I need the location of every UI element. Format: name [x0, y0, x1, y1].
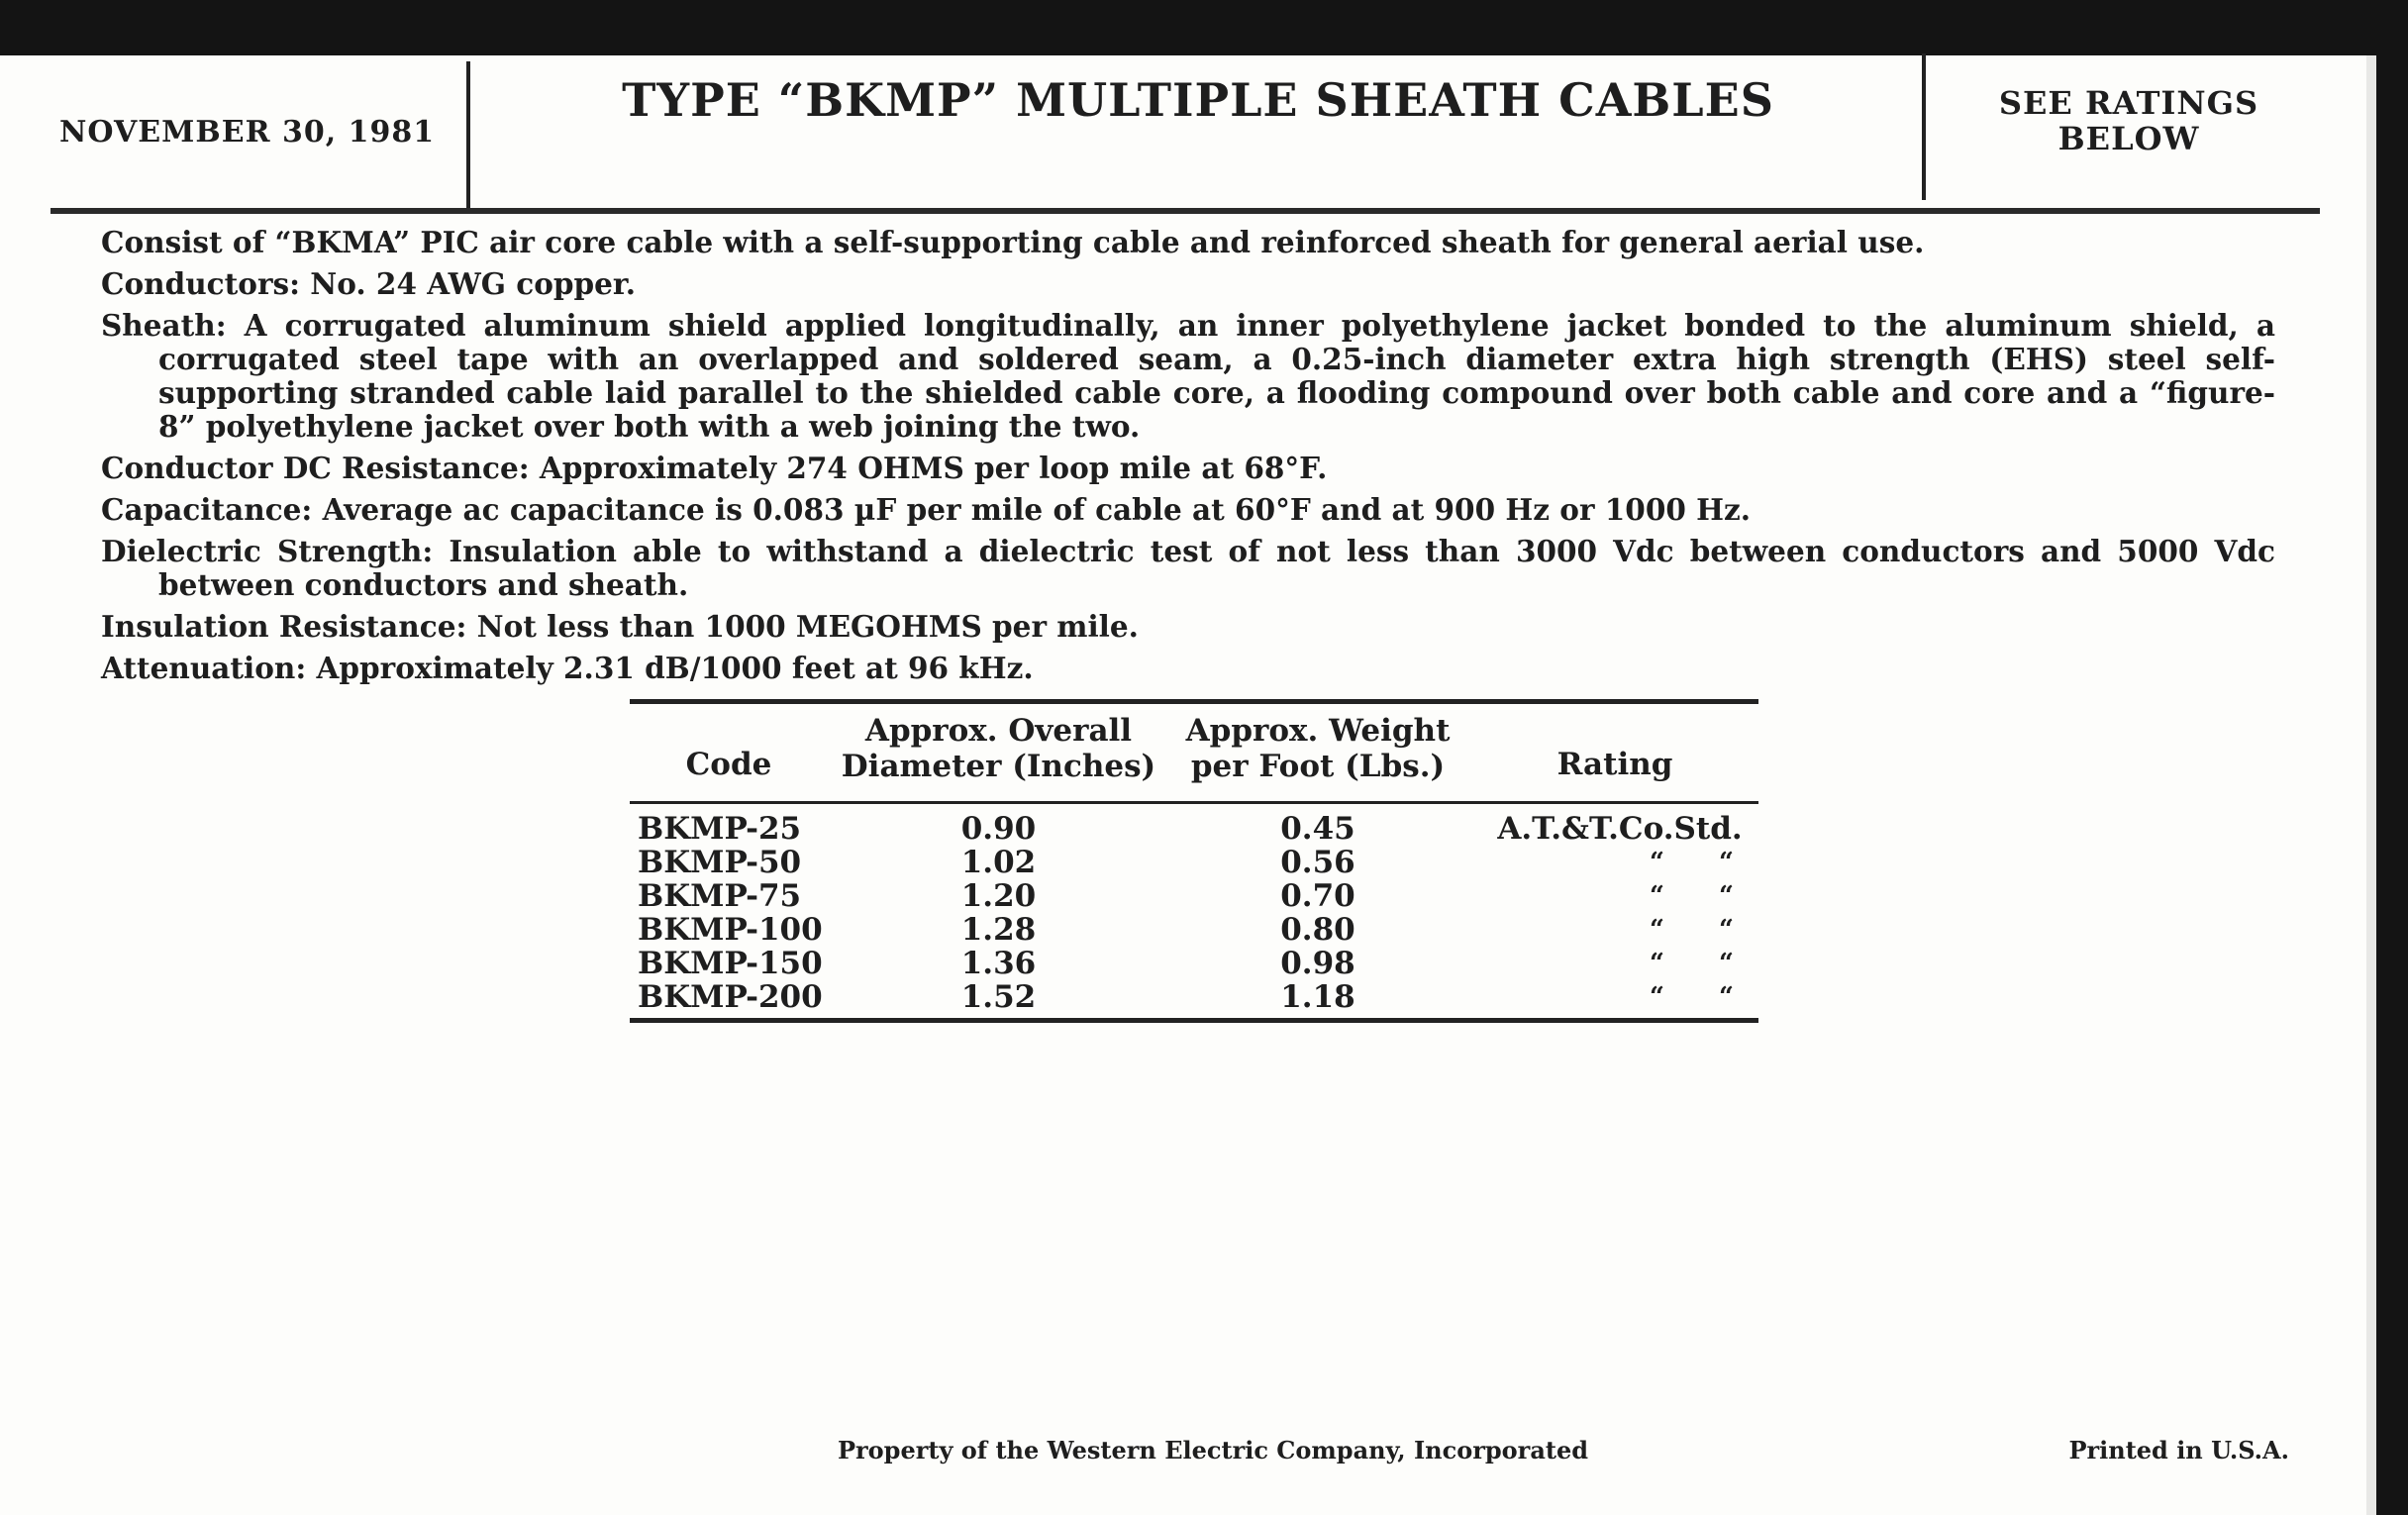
page-title: TYPE “BKMP” MULTIPLE SHEATH CABLES — [622, 73, 1774, 127]
cell-ditto: “ — [1719, 881, 1734, 911]
cell-weight: 0.70 — [1280, 878, 1355, 914]
spec-attenuation: Attenuation: Approximately 2.31 dB/1000 feet at 96 kHz. — [101, 651, 1034, 685]
cell-diameter: 1.02 — [960, 845, 1037, 880]
footer-printed: Printed in U.S.A. — [2068, 1436, 2289, 1464]
cell-code: BKMP-25 — [638, 811, 802, 847]
header-divider-right — [1922, 53, 1926, 200]
table-row — [630, 947, 1758, 980]
scan-border-top — [0, 0, 2408, 55]
header-divider-left — [466, 61, 470, 208]
table-header-rule — [630, 801, 1758, 804]
footer-property: Property of the Western Electric Company, Incorporated — [837, 1436, 1589, 1464]
cell-code: BKMP-75 — [638, 878, 802, 914]
cell-diameter: 1.36 — [960, 946, 1037, 981]
header-diameter-line1: Approx. Overall — [864, 713, 1133, 749]
document-date: NOVEMBER 30, 1981 — [59, 115, 436, 150]
spec-description: Consist of “BKMA” PIC air core cable with a self-supporting cable and reinforced sheath for general aerial use. — [101, 225, 1925, 259]
spec-dc-resistance: Conductor DC Resistance: Approximately 274 OHMS per loop mile at 68°F. — [101, 451, 1328, 485]
cell-ditto: “ — [1719, 982, 1734, 1012]
page-edge-shadow — [2366, 55, 2376, 1515]
spec-insulation-resistance: Insulation Resistance: Not less than 1000 MEGOHMS per mile. — [101, 609, 1139, 644]
cell-weight: 1.18 — [1280, 979, 1355, 1015]
cell-code: BKMP-200 — [638, 979, 823, 1015]
scan-border-right — [2376, 0, 2408, 1515]
header-rating: Rating — [1556, 747, 1673, 782]
spec-sheath: Sheath: A corrugated aluminum shield applied longitudinally, an inner polyethylene jacket bonded to the aluminum shield, a corrugated steel tape with an overlapped and soldered seam, a 0.25-inch diameter extra high strength (EHS) steel self-supporting stranded cable laid parallel to the shielded cable core, a flooding compound over both cable and core and a “figure-8” polyethylene jacket over both with a web joining the two. — [101, 308, 2275, 444]
cell-diameter: 0.90 — [960, 811, 1037, 847]
cell-ditto: “ — [1719, 848, 1734, 877]
cell-diameter: 1.20 — [960, 878, 1037, 914]
cell-ditto: “ — [1650, 881, 1664, 911]
table-row — [630, 879, 1758, 913]
header-rule — [50, 208, 2320, 214]
cell-weight: 0.80 — [1280, 912, 1355, 948]
cell-diameter: 1.28 — [960, 912, 1037, 948]
cell-ditto: “ — [1650, 915, 1664, 945]
ratings-note — [1931, 85, 2327, 156]
cell-ditto: “ — [1719, 949, 1734, 978]
table-row — [630, 980, 1758, 1014]
cell-ditto: “ — [1650, 848, 1664, 877]
header-weight — [1169, 713, 1466, 784]
table-row — [630, 913, 1758, 947]
spec-dielectric-strength: Dielectric Strength: Insulation able to withstand a dielectric test of not less than 3000 Vdc between conductors and 5000 Vdc between conductors and sheath. — [101, 534, 2275, 602]
cell-ditto: “ — [1719, 915, 1734, 945]
table-row — [630, 846, 1758, 879]
cell-ditto: “ — [1650, 949, 1664, 978]
cell-diameter: 1.52 — [960, 979, 1037, 1015]
spec-capacitance: Capacitance: Average ac capacitance is 0.083 µF per mile of cable at 60°F and at 900 Hz or 1000 Hz. — [101, 492, 1752, 527]
cell-weight: 0.98 — [1280, 946, 1355, 981]
table-top-rule — [630, 699, 1758, 704]
specification-text — [101, 226, 2275, 693]
header-weight-line2: per Foot (Lbs.) — [1190, 749, 1446, 784]
cell-rating: A.T.&T.Co.Std. — [1497, 811, 1743, 847]
cell-weight: 0.45 — [1280, 811, 1355, 847]
cell-code: BKMP-100 — [638, 912, 823, 948]
cell-code: BKMP-50 — [638, 845, 802, 880]
header-code: Code — [685, 747, 772, 782]
ratings-note-line1: SEE RATINGS — [1998, 84, 2259, 122]
header-weight-line1: Approx. Weight — [1185, 713, 1451, 749]
spec-conductors: Conductors: No. 24 AWG copper. — [101, 266, 637, 301]
cell-ditto: “ — [1650, 982, 1664, 1012]
cell-weight: 0.56 — [1280, 845, 1355, 880]
table-row — [630, 812, 1758, 846]
table-bottom-rule — [630, 1018, 1758, 1023]
header-diameter-line2: Diameter (Inches) — [841, 749, 1156, 784]
cell-code: BKMP-150 — [638, 946, 823, 981]
header-diameter — [828, 713, 1169, 784]
ratings-note-line2: BELOW — [2057, 120, 2200, 157]
